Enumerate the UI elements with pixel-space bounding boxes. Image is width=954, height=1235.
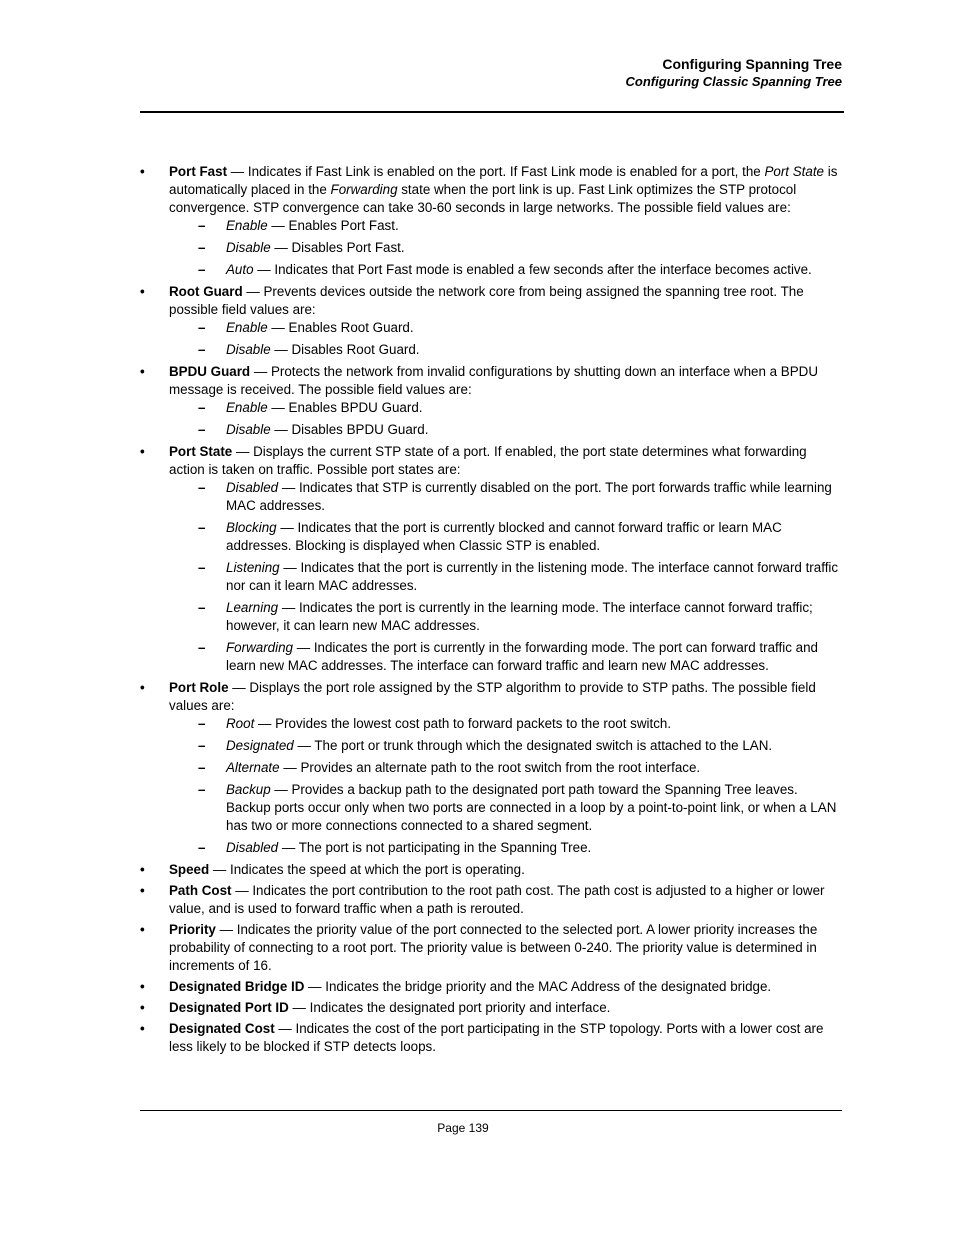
sub-item-term: Enable — [226, 218, 268, 233]
item-text: — Indicates the port contribution to the root path cost. The path cost is adjusted to a higher or lower value, and is used to forward traffic when a path is rerouted. — [169, 883, 825, 916]
bullet-icon: • — [140, 164, 145, 179]
list-item — [140, 978, 842, 996]
item-term: Root Guard — [169, 284, 243, 299]
bullet-icon: • — [140, 1000, 145, 1015]
sub-item-term: Enable — [226, 320, 268, 335]
item-text: is automatically placed in the — [169, 164, 838, 197]
sub-item — [169, 217, 842, 235]
section-subtitle: Configuring Classic Spanning Tree — [625, 74, 842, 89]
sub-item-term: Root — [226, 716, 255, 731]
item-emphasis: Port State — [764, 164, 824, 179]
dash-icon: – — [198, 840, 206, 855]
item-paragraph — [169, 1020, 842, 1056]
dash-icon: – — [198, 400, 206, 415]
sub-item-term: Auto — [226, 262, 254, 277]
item-term: Priority — [169, 922, 216, 937]
bullet-icon: • — [140, 444, 145, 459]
list-item — [140, 861, 842, 879]
dash-icon: – — [198, 600, 206, 615]
sub-item — [169, 319, 842, 337]
sub-item-term: Blocking — [226, 520, 277, 535]
bullet-icon: • — [140, 680, 145, 695]
sub-item-text: — Enables Port Fast. — [267, 218, 399, 233]
sub-item-term: Disable — [226, 240, 271, 255]
sub-item — [169, 261, 842, 279]
list-item — [140, 363, 842, 439]
sub-item — [169, 715, 842, 733]
item-text: — Prevents devices outside the network core from being assigned the spanning tree root. The possible field values are: — [169, 284, 804, 317]
list-item — [140, 1020, 842, 1056]
dash-icon: – — [198, 520, 206, 535]
sub-item-text: — The port or trunk through which the designated switch is attached to the LAN. — [293, 738, 773, 753]
item-term: Port State — [169, 444, 233, 459]
sub-item-text: — Indicates the port is currently in the learning mode. The interface cannot forward traffic; however, it can learn new MAC addresses. — [226, 600, 813, 633]
dash-icon: – — [198, 342, 206, 357]
list-item — [140, 679, 842, 857]
sub-item-text: — Disables Port Fast. — [270, 240, 405, 255]
sub-item-term: Designated — [226, 738, 294, 753]
sub-item-text: — Provides the lowest cost path to forward packets to the root switch. — [254, 716, 672, 731]
item-paragraph — [169, 163, 842, 217]
bullet-icon: • — [140, 883, 145, 898]
sub-item-text: — Disables Root Guard. — [270, 342, 420, 357]
sub-item-term: Alternate — [226, 760, 280, 775]
dash-icon: – — [198, 640, 206, 655]
item-paragraph — [169, 283, 842, 319]
sub-item-text: — Indicates that Port Fast mode is enabled a few seconds after the interface becomes active. — [253, 262, 812, 277]
sub-item — [169, 639, 842, 675]
sub-item-text: — Disables BPDU Guard. — [270, 422, 429, 437]
sub-item-term: Disabled — [226, 480, 279, 495]
item-term: Designated Cost — [169, 1021, 275, 1036]
sub-item — [169, 759, 842, 777]
item-text: — Indicates the speed at which the port is operating. — [209, 862, 525, 877]
item-term: Speed — [169, 862, 210, 877]
sub-item-text: — Provides a backup path to the designated port path toward the Spanning Tree leaves. Backup ports occur only when two ports are connected in a loop by a point-to-point link, or when a LAN has two or more connections connected to a shared segment. — [226, 782, 837, 833]
sub-item-text: — Indicates that the port is currently blocked and cannot forward traffic or learn MAC addresses. Blocking is displayed when Classic STP is enabled. — [226, 520, 782, 553]
item-text: — Indicates the priority value of the port connected to the selected port. A lower priority increases the probability of connecting to a root port. The priority value is between 0-240. The priority value is determined in increments of 16. — [169, 922, 818, 973]
field-description-list — [140, 163, 842, 1059]
item-paragraph — [169, 921, 842, 975]
dash-icon: – — [198, 560, 206, 575]
dash-icon: – — [198, 782, 206, 797]
item-term: Designated Port ID — [169, 1000, 289, 1015]
item-text: state when the port link is up. Fast Link optimizes the STP protocol convergence. STP convergence can take 30-60 seconds in large networks. The possible field values are: — [169, 182, 797, 215]
list-item — [140, 443, 842, 675]
dash-icon: – — [198, 240, 206, 255]
dash-icon: – — [198, 480, 206, 495]
sub-item — [169, 399, 842, 417]
sub-item-text: — Indicates that STP is currently disabled on the port. The port forwards traffic while learning MAC addresses. — [226, 480, 832, 513]
item-term: Designated Bridge ID — [169, 979, 305, 994]
dash-icon: – — [198, 738, 206, 753]
item-term: Port Fast — [169, 164, 228, 179]
item-paragraph — [169, 679, 842, 715]
sub-item — [169, 239, 842, 257]
item-paragraph — [169, 882, 842, 918]
dash-icon: – — [198, 760, 206, 775]
list-item — [140, 999, 842, 1017]
dash-icon: – — [198, 320, 206, 335]
item-paragraph — [169, 999, 842, 1017]
item-emphasis: Forwarding — [330, 182, 398, 197]
sub-item — [169, 737, 842, 755]
dash-icon: – — [198, 262, 206, 277]
dash-icon: – — [198, 422, 206, 437]
list-item — [140, 283, 842, 359]
sub-item-term: Disable — [226, 342, 271, 357]
header-rule — [140, 111, 844, 113]
sub-item-text: — Provides an alternate path to the root switch from the root interface. — [279, 760, 701, 775]
sub-item-text: — Indicates the port is currently in the forwarding mode. The port can forward traffic and learn new MAC addresses. The interface can forward traffic and learn new MAC addresses. — [226, 640, 818, 673]
item-text: — Displays the port role assigned by the STP algorithm to provide to STP paths. The possible field values are: — [169, 680, 816, 713]
footer-rule — [140, 1110, 842, 1111]
bullet-icon: • — [140, 862, 145, 877]
item-paragraph — [169, 978, 842, 996]
sub-item-term: Enable — [226, 400, 268, 415]
sub-item-text: — Enables BPDU Guard. — [267, 400, 423, 415]
item-text: — Protects the network from invalid configurations by shutting down an interface when a BPDU message is received. The possible field values are: — [169, 364, 819, 397]
list-item — [140, 163, 842, 279]
sub-item-term: Learning — [226, 600, 279, 615]
bullet-icon: • — [140, 1021, 145, 1036]
dash-icon: – — [198, 716, 206, 731]
item-paragraph — [169, 363, 842, 399]
sub-item — [169, 479, 842, 515]
item-text: — Indicates if Fast Link is enabled on the port. If Fast Link mode is enabled for a port, the — [227, 164, 765, 179]
item-paragraph — [169, 443, 842, 479]
item-term: Path Cost — [169, 883, 232, 898]
bullet-icon: • — [140, 284, 145, 299]
page-header — [626, 55, 842, 91]
page-number: Page 139 — [437, 1121, 489, 1135]
sub-item — [169, 559, 842, 595]
item-text: — Indicates the designated port priority and interface. — [288, 1000, 611, 1015]
sub-item-term: Listening — [226, 560, 280, 575]
item-text: — Indicates the bridge priority and the MAC Address of the designated bridge. — [304, 979, 772, 994]
list-item — [140, 882, 842, 918]
sub-item-text: — Enables Root Guard. — [267, 320, 414, 335]
sub-item — [169, 341, 842, 359]
sub-item — [169, 519, 842, 555]
sub-item-term: Forwarding — [226, 640, 293, 655]
list-item — [140, 921, 842, 975]
dash-icon: – — [198, 218, 206, 233]
sub-item-term: Disable — [226, 422, 271, 437]
chapter-title: Configuring Spanning Tree — [662, 56, 842, 72]
sub-item — [169, 839, 842, 857]
sub-item-text: — The port is not participating in the Spanning Tree. — [278, 840, 592, 855]
bullet-icon: • — [140, 364, 145, 379]
sub-item-term: Backup — [226, 782, 271, 797]
item-text: — Displays the current STP state of a port. If enabled, the port state determines what forwarding action is taken on traffic. Possible port states are: — [169, 444, 807, 477]
sub-item-text: — Indicates that the port is currently in the listening mode. The interface cannot forward traffic nor can it learn MAC addresses. — [226, 560, 839, 593]
sub-item-term: Disabled — [226, 840, 279, 855]
sub-item — [169, 421, 842, 439]
bullet-icon: • — [140, 922, 145, 937]
item-text: — Indicates the cost of the port participating in the STP topology. Ports with a lower cost are less likely to be blocked if STP detects loops. — [169, 1021, 824, 1054]
item-term: Port Role — [169, 680, 229, 695]
item-paragraph — [169, 861, 842, 879]
sub-item — [169, 781, 842, 835]
bullet-icon: • — [140, 979, 145, 994]
item-term: BPDU Guard — [169, 364, 251, 379]
sub-item — [169, 599, 842, 635]
